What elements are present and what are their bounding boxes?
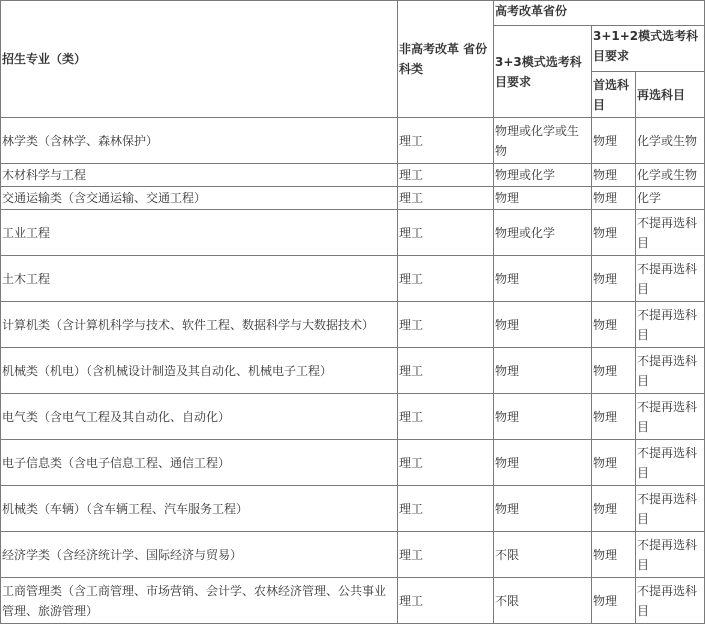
table-row: [1, 256, 705, 302]
second-choice-cell: 化学或生物: [636, 118, 705, 164]
non-reform-cell: 理工: [398, 394, 494, 440]
table-row: [1, 187, 705, 210]
first-choice-cell: 物理: [592, 164, 636, 187]
non-reform-cell: 理工: [398, 486, 494, 532]
non-reform-cell: 理工: [398, 187, 494, 210]
major-cell: 电气类（含电气工程及其自动化、自动化）: [1, 394, 398, 440]
first-choice-cell: 物理: [592, 256, 636, 302]
second-choice-cell: 不提再选科目: [636, 440, 705, 486]
table-row: [1, 348, 705, 394]
table-row: [1, 486, 705, 532]
major-cell: 机械类（机电）（含机械设计制造及其自动化、机械电子工程）: [1, 348, 398, 394]
mode-33-cell: 物理: [494, 348, 592, 394]
non-reform-cell: 理工: [398, 348, 494, 394]
non-reform-cell: 理工: [398, 532, 494, 578]
table-row: [1, 394, 705, 440]
header-second-choice: 再选科目: [636, 72, 705, 118]
first-choice-cell: 物理: [592, 302, 636, 348]
second-choice-cell: 不提再选科目: [636, 578, 705, 624]
table-row: [1, 440, 705, 486]
first-choice-cell: 物理: [592, 210, 636, 256]
first-choice-cell: 物理: [592, 532, 636, 578]
non-reform-cell: 理工: [398, 118, 494, 164]
second-choice-cell: 不提再选科目: [636, 348, 705, 394]
first-choice-cell: 物理: [592, 348, 636, 394]
mode-33-cell: 物理: [494, 394, 592, 440]
second-choice-cell: 不提再选科目: [636, 394, 705, 440]
major-cell: 林学类（含林学、森林保护）: [1, 118, 398, 164]
header-non-reform: 非高考改革 省份科类: [398, 1, 494, 118]
mode-33-cell: 物理: [494, 187, 592, 210]
header-mode-33: 3+3模式选考科目要求: [494, 26, 592, 118]
second-choice-cell: 化学: [636, 187, 705, 210]
first-choice-cell: 物理: [592, 486, 636, 532]
second-choice-cell: 化学或生物: [636, 164, 705, 187]
non-reform-cell: 理工: [398, 578, 494, 624]
header-major: 招生专业（类）: [1, 1, 398, 118]
table-row: [1, 164, 705, 187]
second-choice-cell: 不提再选科目: [636, 486, 705, 532]
non-reform-cell: 理工: [398, 256, 494, 302]
major-cell: 工商管理类（含工商管理、市场营销、会计学、农林经济管理、公共事业管理、旅游管理）: [1, 578, 398, 624]
mode-33-cell: 物理: [494, 440, 592, 486]
major-cell: 土木工程: [1, 256, 398, 302]
mode-33-cell: 物理: [494, 486, 592, 532]
mode-33-cell: 物理: [494, 256, 592, 302]
second-choice-cell: 不提再选科目: [636, 302, 705, 348]
mode-33-cell: 物理或化学或生物: [494, 118, 592, 164]
major-cell: 经济学类（含经济统计学、国际经济与贸易）: [1, 532, 398, 578]
first-choice-cell: 物理: [592, 118, 636, 164]
table-row: [1, 532, 705, 578]
header-reform: 高考改革省份: [494, 1, 705, 26]
first-choice-cell: 物理: [592, 440, 636, 486]
major-cell: 木材科学与工程: [1, 164, 398, 187]
non-reform-cell: 理工: [398, 440, 494, 486]
mode-33-cell: 物理或化学: [494, 164, 592, 187]
major-cell: 工业工程: [1, 210, 398, 256]
table-row: [1, 302, 705, 348]
non-reform-cell: 理工: [398, 164, 494, 187]
header-mode-312: 3+1+2模式选考科目要求: [592, 26, 705, 72]
table-row: [1, 118, 705, 164]
table-row: [1, 578, 705, 624]
mode-33-cell: 物理: [494, 302, 592, 348]
mode-33-cell: 不限: [494, 532, 592, 578]
non-reform-cell: 理工: [398, 210, 494, 256]
non-reform-cell: 理工: [398, 302, 494, 348]
first-choice-cell: 物理: [592, 187, 636, 210]
major-cell: 计算机类（含计算机科学与技术、软件工程、数据科学与大数据技术）: [1, 302, 398, 348]
major-cell: 交通运输类（含交通运输、交通工程）: [1, 187, 398, 210]
mode-33-cell: 不限: [494, 578, 592, 624]
header-first-choice: 首选科目: [592, 72, 636, 118]
major-cell: 机械类（车辆）（含车辆工程、汽车服务工程）: [1, 486, 398, 532]
first-choice-cell: 物理: [592, 578, 636, 624]
major-cell: 电子信息类（含电子信息工程、通信工程）: [1, 440, 398, 486]
mode-33-cell: 物理或化学: [494, 210, 592, 256]
second-choice-cell: 不提再选科目: [636, 256, 705, 302]
first-choice-cell: 物理: [592, 394, 636, 440]
second-choice-cell: 不提再选科目: [636, 532, 705, 578]
second-choice-cell: 不提再选科目: [636, 210, 705, 256]
table-row: [1, 210, 705, 256]
